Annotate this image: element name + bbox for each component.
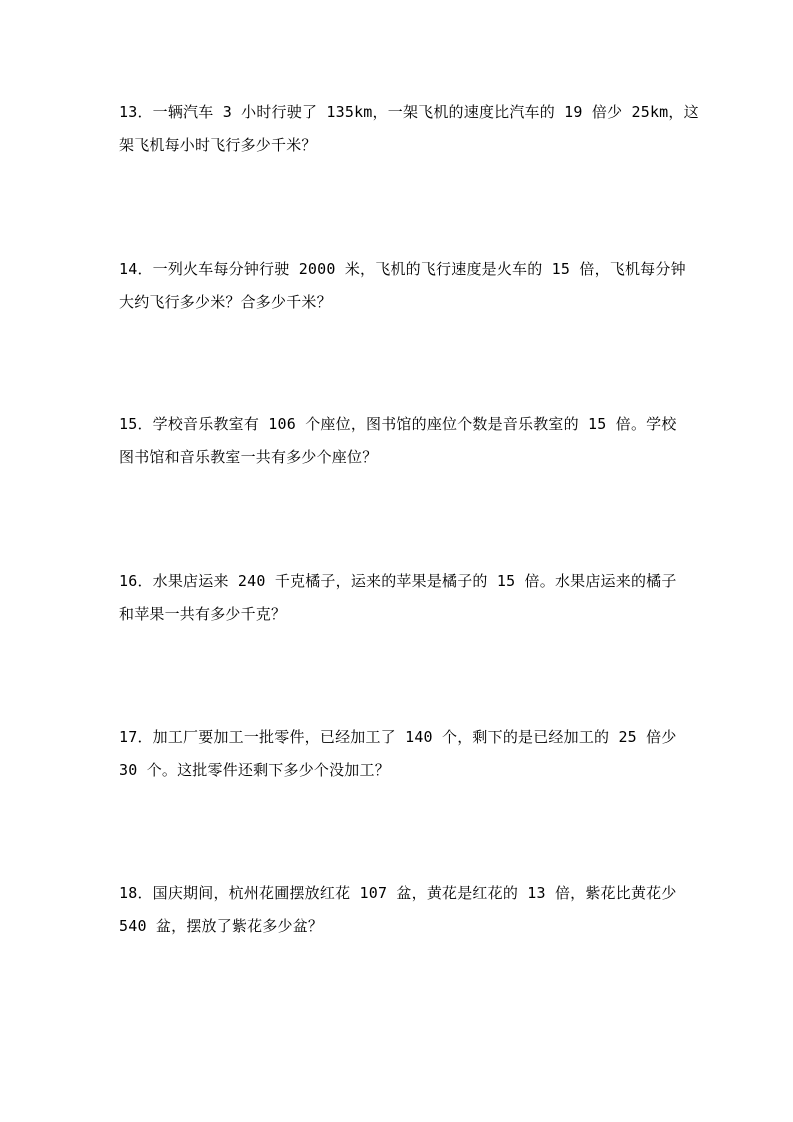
problem-16 <box>119 565 679 631</box>
problem-13-line-1: 13．一辆汽车 3 小时行驶了 135km，一架飞机的速度比汽车的 19 倍少 25km，这 <box>119 103 699 121</box>
problem-18-line-1: 18．国庆期间，杭州花圃摆放红花 107 盆，黄花是红花的 13 倍，紫花比黄花少 <box>119 884 677 902</box>
problem-13 <box>119 96 699 162</box>
problem-14 <box>119 253 686 319</box>
problem-16-line-2: 和苹果一共有多少千克？ <box>119 605 287 623</box>
problem-18 <box>119 877 679 943</box>
problem-15-line-1: 15．学校音乐教室有 106 个座位，图书馆的座位个数是音乐教室的 15 倍。学校 <box>119 415 677 433</box>
problem-18-line-2: 540 盆，摆放了紫花多少盆？ <box>119 917 324 935</box>
problem-14-line-2: 大约飞行多少米？合多少千米？ <box>119 293 332 311</box>
problem-16-line-1: 16．水果店运来 240 千克橘子，运来的苹果是橘子的 15 倍。水果店运来的橘子 <box>119 572 677 590</box>
problem-13-line-2: 架飞机每小时飞行多少千米？ <box>119 136 317 154</box>
problem-17 <box>119 721 679 787</box>
problem-15-line-2: 图书馆和音乐教室一共有多少个座位？ <box>119 448 378 466</box>
problem-17-line-2: 30 个。这批零件还剩下多少个没加工？ <box>119 761 390 779</box>
problem-14-line-1: 14．一列火车每分钟行驶 2000 米，飞机的飞行速度是火车的 15 倍，飞机每分钟 <box>119 260 686 278</box>
problem-15 <box>119 408 679 474</box>
problem-17-line-1: 17．加工厂要加工一批零件，已经加工了 140 个，剩下的是已经加工的 25 倍少 <box>119 728 677 746</box>
